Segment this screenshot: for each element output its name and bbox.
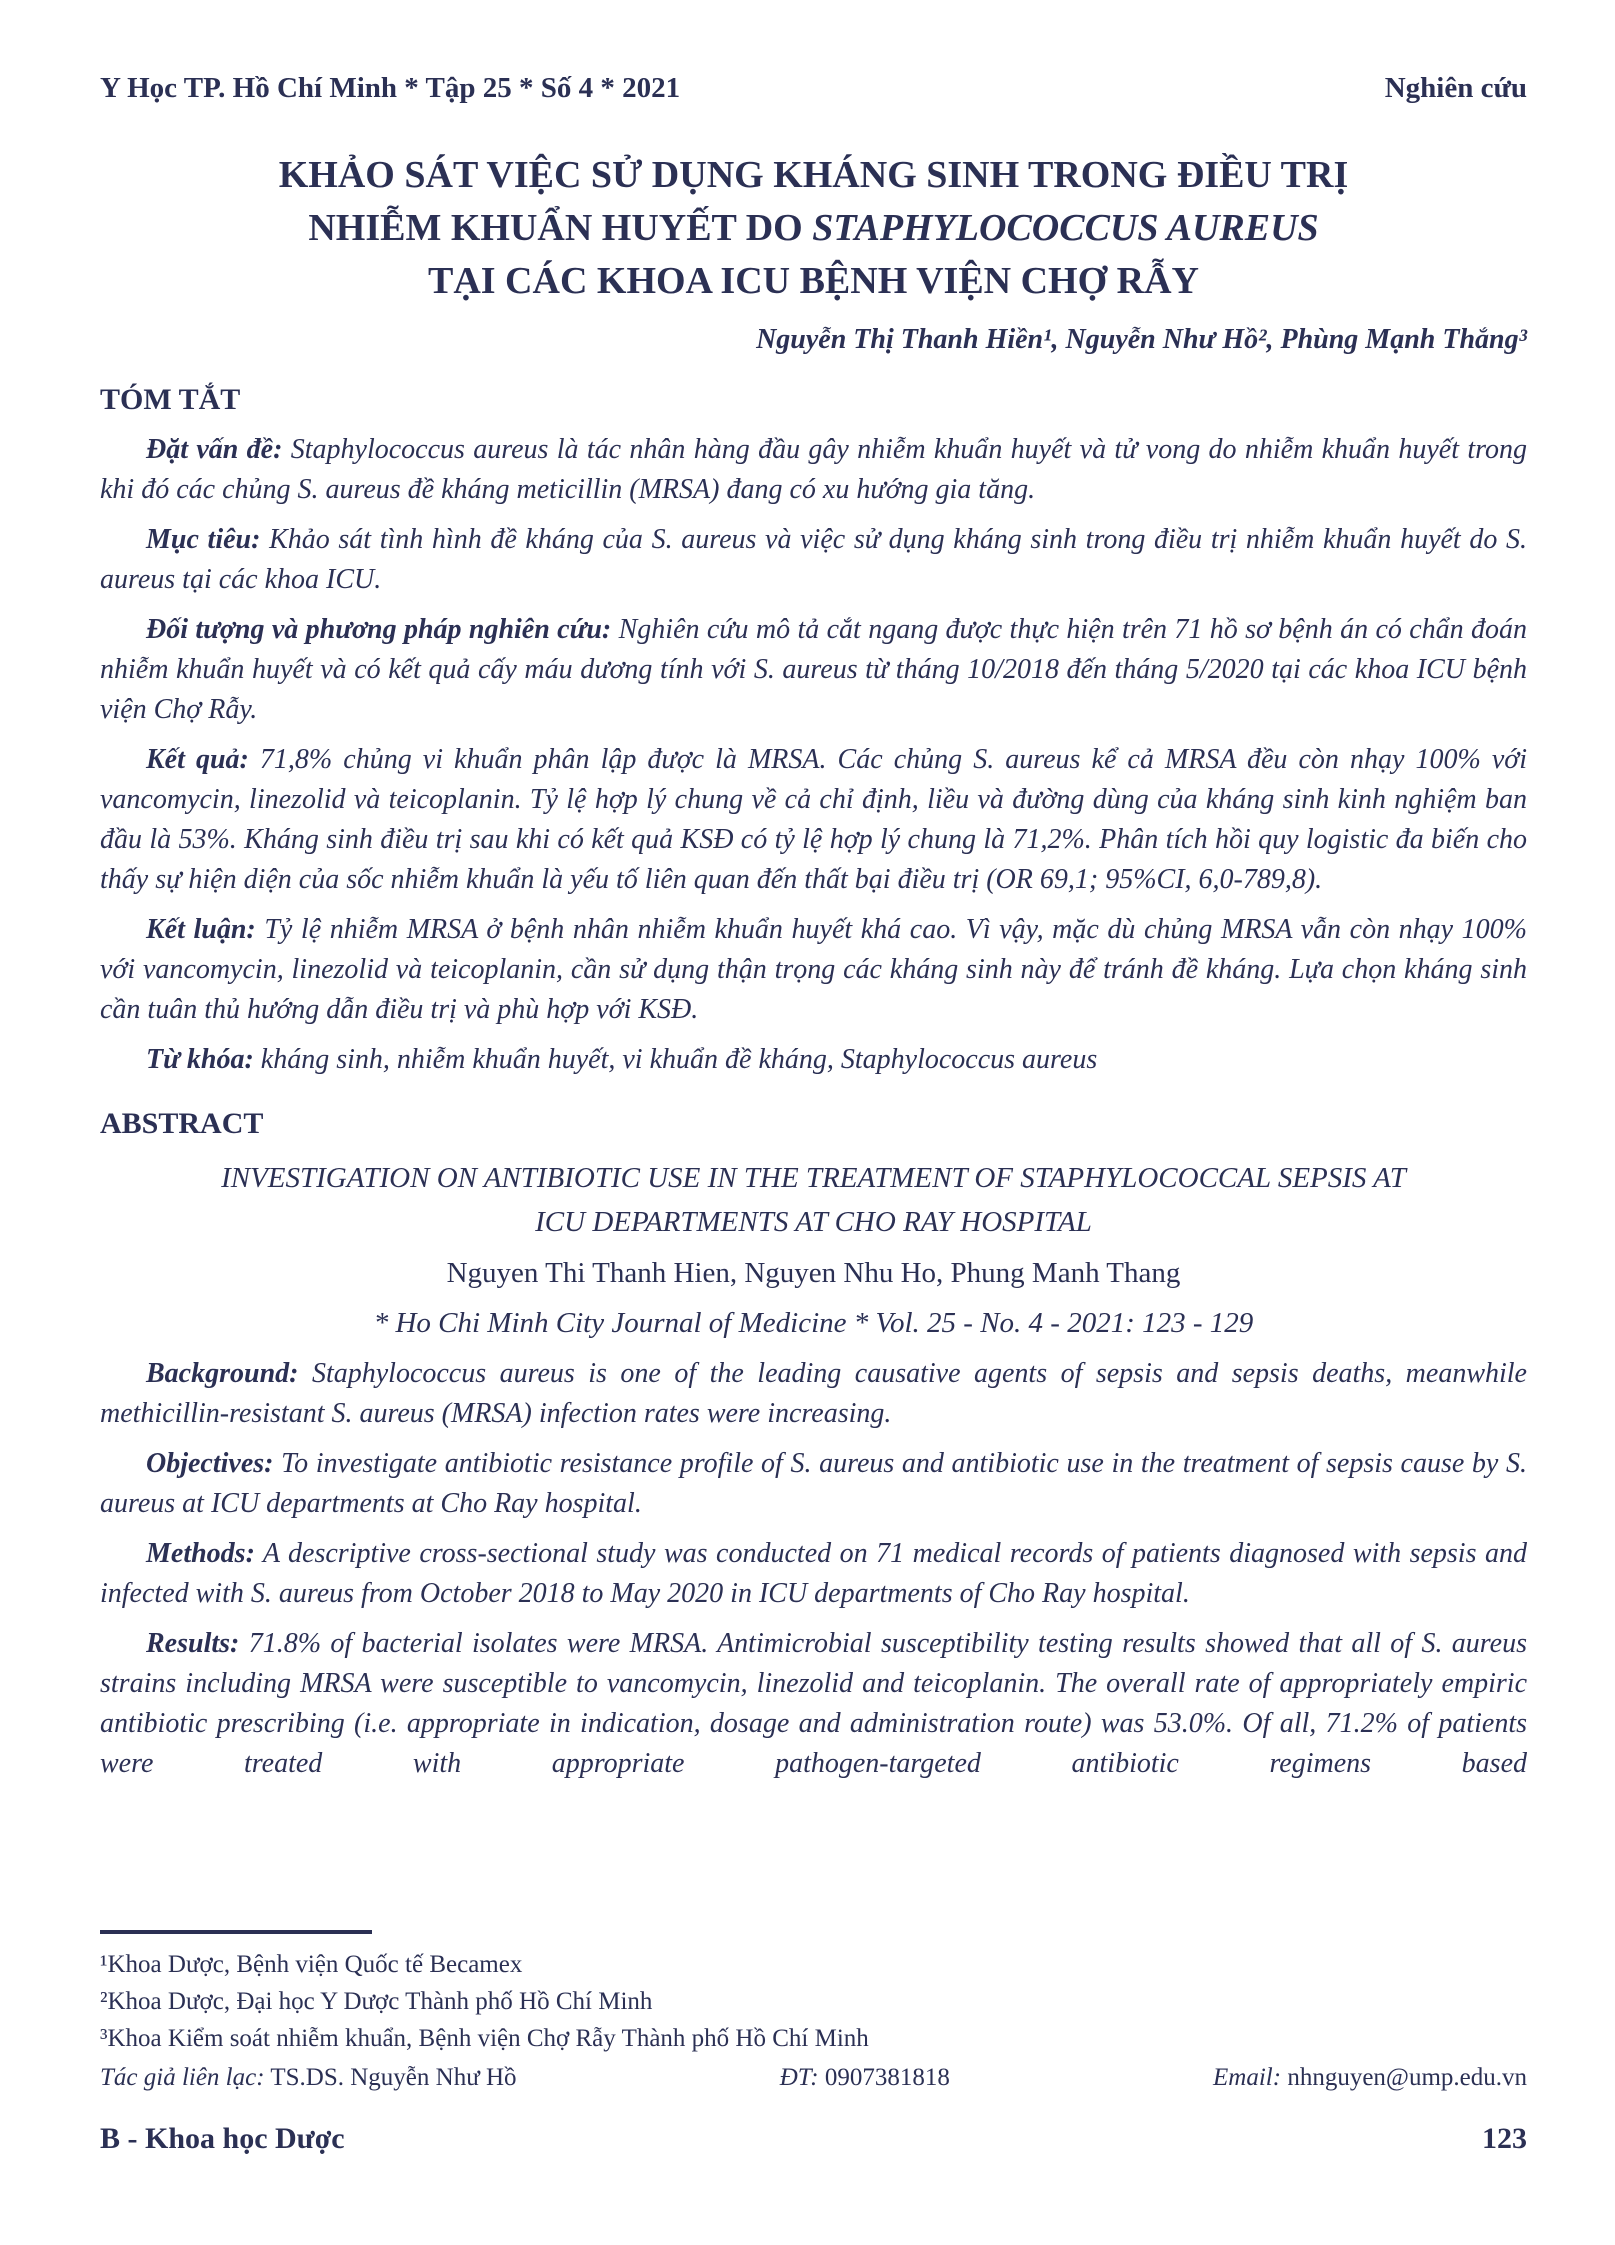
- footnote-affiliation-2: ²Khoa Dược, Đại học Y Dược Thành phố Hồ Chí Minh: [100, 1988, 653, 2015]
- paragraph-text: Khảo sát tình hình đề kháng của S. aureus và việc sử dụng kháng sinh trong điều trị nhiễm khuẩn huyết do S. aureus tại các khoa ICU.: [100, 524, 1527, 595]
- phone: [780, 2059, 950, 2096]
- tomtat-paragraph-tu-khoa: [100, 1040, 1527, 1080]
- abstract-title-line1: INVESTIGATION ON ANTIBIOTIC USE IN THE TREATMENT OF STAPHYLOCOCCAL SEPSIS AT: [221, 1162, 1406, 1194]
- phone-label: ĐT:: [779, 2064, 819, 2091]
- abstract-paragraph-background: [100, 1354, 1527, 1434]
- abstract-paragraph-results: [100, 1624, 1527, 1784]
- section-heading-tomtat: TÓM TẮT: [100, 383, 241, 416]
- paragraph-text: Staphylococcus aureus là tác nhân hàng đầu gây nhiễm khuẩn huyết và tử vong do nhiễm khuẩn huyết trong khi đó các chủng S. aureus đề kháng meticillin (MRSA) đang có xu hướng gia tăng.: [100, 434, 1527, 505]
- article-title-line1: [100, 149, 1527, 202]
- journal-header-right: Nghiên cứu: [1384, 72, 1527, 104]
- email-address: nhnguyen@ump.edu.vn: [1281, 2064, 1527, 2091]
- abstract-english-title: [100, 1156, 1527, 1244]
- paragraph-label: Kết quả:: [146, 744, 249, 775]
- paragraph-label: Mục tiêu:: [146, 524, 261, 555]
- paragraph-label: Methods:: [146, 1538, 255, 1569]
- paragraph-label: Đặt vấn đề:: [146, 434, 283, 465]
- journal-reference: * Ho Chi Minh City Journal of Medicine * Vol. 25 - No. 4 - 2021: 123 - 129: [373, 1307, 1254, 1339]
- tomtat-paragraph-ket-luan: [100, 910, 1527, 1030]
- email: [1213, 2059, 1527, 2096]
- corresponding-author-label: Tác giả liên lạc:: [100, 2064, 265, 2091]
- abstract-paragraph-objectives: [100, 1444, 1527, 1524]
- tomtat-paragraph-dat-van-de: [100, 430, 1527, 510]
- page-number: 123: [1482, 2122, 1527, 2155]
- article-title-species-name: STAPHYLOCOCCUS AUREUS: [812, 207, 1319, 249]
- abstract-paragraph-methods: [100, 1534, 1527, 1614]
- paragraph-label: Results:: [146, 1628, 240, 1659]
- section-heading-abstract: ABSTRACT: [100, 1107, 264, 1140]
- footnotes-block: [100, 1930, 1527, 2096]
- footnote-affiliation-3: ³Khoa Kiểm soát nhiễm khuẩn, Bệnh viện Chợ Rẫy Thành phố Hồ Chí Minh: [100, 2025, 869, 2052]
- paragraph-label: Từ khóa:: [146, 1044, 254, 1075]
- article-title-line3: [100, 255, 1527, 308]
- paragraph-text: To investigate antibiotic resistance profile of S. aureus and antibiotic use in the treatment of sepsis cause by S. aureus at ICU departments at Cho Ray hospital.: [100, 1448, 1527, 1519]
- email-label: Email:: [1213, 2064, 1282, 2091]
- article-title-line3-text: TẠI CÁC KHOA ICU BỆNH VIỆN CHỢ RẪY: [427, 260, 1199, 302]
- corresponding-author-name: TS.DS. Nguyễn Như Hồ: [264, 2064, 517, 2091]
- authors-english: Nguyen Thi Thanh Hien, Nguyen Nhu Ho, Phung Manh Thang: [446, 1257, 1181, 1289]
- paragraph-text: Tỷ lệ nhiễm MRSA ở bệnh nhân nhiễm khuẩn huyết khá cao. Vì vậy, mặc dù chủng MRSA vẫn còn nhạy 100% với vancomycin, linezolid và teicoplanin, cần sử dụng thận trọng các kháng sinh này để tránh đề kháng. Lựa chọn kháng sinh cần tuân thủ hướng dẫn điều trị và phù hợp với KSĐ.: [100, 914, 1528, 1025]
- footnote-affiliation-1: ¹Khoa Dược, Bệnh viện Quốc tế Becamex: [100, 1951, 523, 1978]
- article-title-line2: [100, 202, 1527, 255]
- paragraph-text: Staphylococcus aureus is one of the leading causative agents of sepsis and sepsis deaths, meanwhile methicillin-resistant S. aureus (MRSA) infection rates were increasing.: [100, 1358, 1527, 1429]
- phone-number: 0907381818: [818, 2064, 950, 2091]
- corresponding-author: [100, 2059, 517, 2096]
- article-title-line2-prefix: NHIỄM KHUẨN HUYẾT DO: [308, 207, 813, 249]
- paragraph-label: Objectives:: [146, 1448, 274, 1479]
- paragraph-text: A descriptive cross-sectional study was conducted on 71 medical records of patients diagnosed with sepsis and infected with S. aureus from October 2018 to May 2020 in ICU departments of Cho Ray hospital.: [100, 1538, 1527, 1609]
- article-title: [100, 149, 1527, 308]
- paragraph-text: Nghiên cứu mô tả cắt ngang được thực hiện trên 71 hồ sơ bệnh án có chẩn đoán nhiễm khuẩn huyết và có kết quả cấy máu dương tính với S. aureus từ tháng 10/2018 đến tháng 5/2020 tại các khoa ICU bệnh viện Chợ Rẫy.: [100, 614, 1528, 725]
- corresponding-author-line: [100, 2059, 1527, 2096]
- paragraph-label: Đối tượng và phương pháp nghiên cứu:: [146, 614, 612, 645]
- paragraph-label: Background:: [146, 1358, 299, 1389]
- journal-header: [100, 72, 1527, 105]
- authors-vietnamese: Nguyễn Thị Thanh Hiền¹, Nguyễn Như Hồ², Phùng Mạnh Thắng³: [756, 324, 1527, 355]
- footer-section-name: B - Khoa học Dược: [100, 2122, 345, 2155]
- tomtat-paragraph-ket-qua: [100, 740, 1527, 900]
- article-title-line1-text: KHẢO SÁT VIỆC SỬ DỤNG KHÁNG SINH TRONG ĐIỀU TRỊ: [278, 154, 1349, 196]
- tomtat-paragraph-muc-tieu: [100, 520, 1527, 600]
- paragraph-label: Kết luận:: [146, 914, 256, 945]
- paragraph-text: 71.8% of bacterial isolates were MRSA. Antimicrobial susceptibility testing results showed that all of S. aureus strains including MRSA were susceptible to vancomycin, linezolid and teicoplanin. The overall rate of appropriately empiric antibiotic prescribing (i.e. appropriate in indication, dosage and administration route) was 53.0%. Of all, 71.2% of patients were treated with appropriate pathogen-targeted antibiotic regimens based: [100, 1628, 1527, 1779]
- paragraph-text: 71,8% chủng vi khuẩn phân lập được là MRSA. Các chủng S. aureus kể cả MRSA đều còn nhạy 100% với vancomycin, linezolid và teicoplanin. Tỷ lệ hợp lý chung về cả chỉ định, liều và đường dùng của kháng sinh kinh nghiệm ban đầu là 53%. Kháng sinh điều trị sau khi có kết quả KSĐ có tỷ lệ hợp lý chung là 71,2%. Phân tích hồi quy logistic đa biến cho thấy sự hiện diện của sốc nhiễm khuẩn là yếu tố liên quan đến thất bại điều trị (OR 69,1; 95%CI, 6,0-789,8).: [100, 744, 1527, 895]
- tomtat-paragraph-doi-tuong: [100, 610, 1527, 730]
- journal-header-left: Y Học TP. Hồ Chí Minh * Tập 25 * Số 4 * 2021: [100, 72, 681, 104]
- footnote-separator-rule: [100, 1930, 372, 1934]
- page-footer: [100, 2122, 1527, 2156]
- paragraph-text: kháng sinh, nhiễm khuẩn huyết, vi khuẩn đề kháng, Staphylococcus aureus: [253, 1044, 1098, 1075]
- abstract-title-line2: ICU DEPARTMENTS AT CHO RAY HOSPITAL: [535, 1206, 1092, 1238]
